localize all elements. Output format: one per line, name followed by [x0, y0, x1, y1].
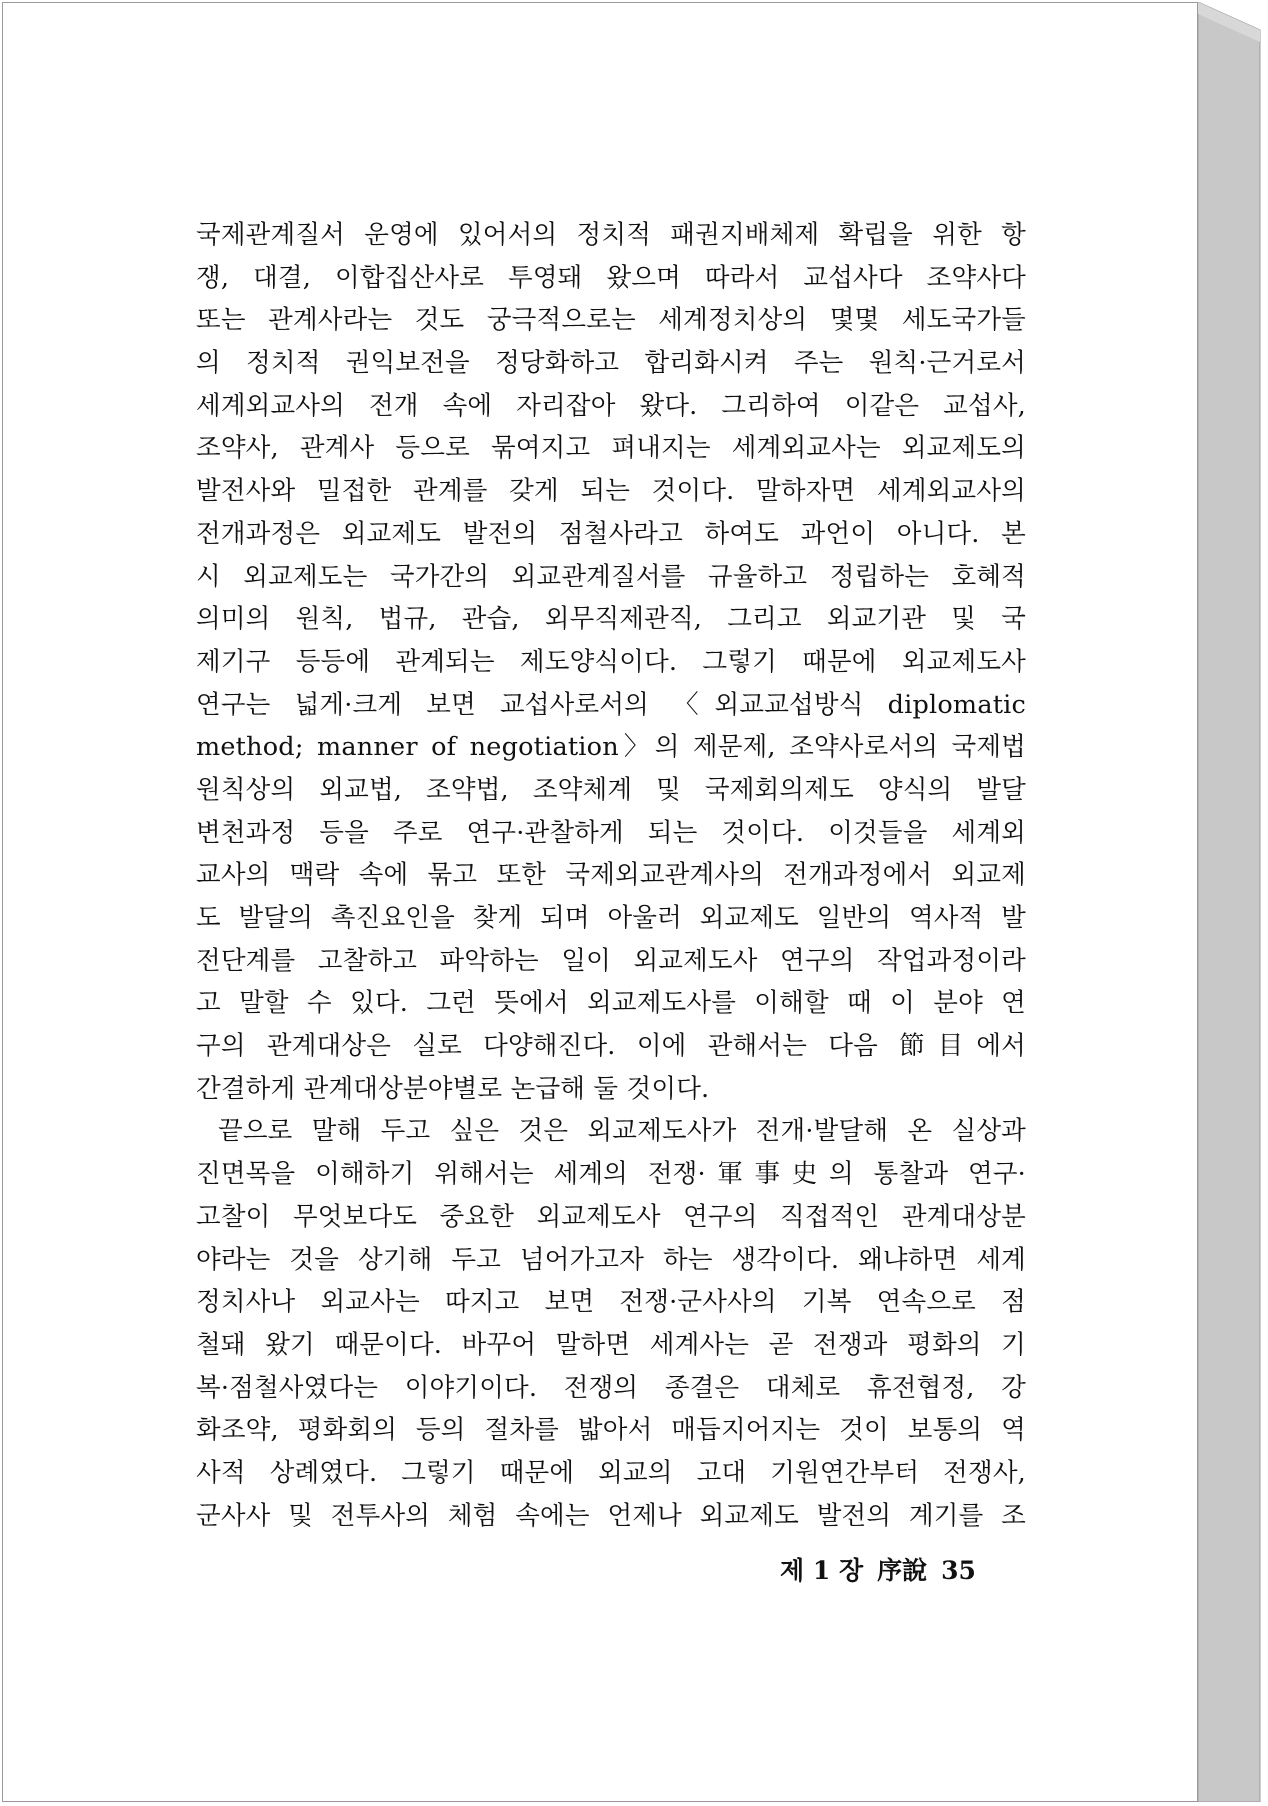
text-line: 고 말할 수 있다. 그런 뜻에서 외교제도사를 이해할 때 이 분야 연 — [196, 988, 1026, 1019]
text-line: 시 외교제도는 국가간의 외교관계질서를 규율하고 정립하는 호혜적 — [196, 561, 1026, 592]
text-line: 끝으로 말해 두고 싶은 것은 외교제도사가 전개·발달해 온 실상과 — [218, 1116, 1026, 1147]
text-line: 변천과정 등을 주로 연구·관찰하게 되는 것이다. 이것들을 세계외 — [196, 817, 1026, 848]
text-line: 전단계를 고찰하고 파악하는 일이 외교제도사 연구의 작업과정이라 — [196, 945, 1026, 976]
text-line: 세계외교사의 전개 속에 자리잡아 왔다. 그리하여 이같은 교섭사, — [196, 390, 1026, 421]
text-line: 고찰이 무엇보다도 중요한 외교제도사 연구의 직접적인 관계대상분 — [196, 1201, 1026, 1232]
text-line: 철돼 왔기 때문이다. 바꾸어 말하면 세계사는 곧 전쟁과 평화의 기 — [196, 1329, 1026, 1360]
text-line: 복·점철사였다는 이야기이다. 전쟁의 종결은 대체로 휴전협정, 강 — [196, 1372, 1026, 1403]
text-line: 조약사, 관계사 등으로 묶여지고 펴내지는 세계외교사는 외교제도의 — [196, 433, 1026, 464]
text-line: 교사의 맥락 속에 묶고 또한 국제외교관계사의 전개과정에서 외교제 — [196, 860, 1026, 891]
text-line: 화조약, 평화회의 등의 절차를 밟아서 매듭지어지는 것이 보통의 역 — [196, 1415, 1026, 1446]
text-line: 사적 상례였다. 그렇기 때문에 외교의 고대 기원연간부터 전쟁사, — [196, 1457, 1026, 1488]
text-line: method; manner of negotiation〉의 제문제, 조약사로서의 국제법 — [196, 732, 1026, 763]
text-line: 야라는 것을 상기해 두고 넘어가고자 하는 생각이다. 왜냐하면 세계 — [196, 1244, 1026, 1275]
text-line: 국제관계질서 운영에 있어서의 정치적 패권지배체제 확립을 위한 항 — [196, 220, 1026, 250]
text-line: 진면목을 이해하기 위해서는 세계의 전쟁·軍事史의 통찰과 연구· — [196, 1159, 1026, 1190]
text-line: 연구는 넓게·크게 보면 교섭사로서의 〈외교교섭방식 diplomatic — [196, 689, 1026, 720]
text-line: 발전사와 밀접한 관계를 갖게 되는 것이다. 말하자면 세계외교사의 — [196, 476, 1026, 507]
text-line: 제기구 등등에 관계되는 제도양식이다. 그렇기 때문에 외교제도사 — [196, 646, 1026, 677]
text-line: 전개과정은 외교제도 발전의 점철사라고 하여도 과언이 아니다. 본 — [196, 518, 1026, 549]
text-line: 의미의 원칙, 법규, 관습, 외무직제관직, 그리고 외교기관 및 국 — [196, 604, 1026, 635]
text-line: 간결하게 관계대상분야별로 논급해 둘 것이다. — [196, 1073, 710, 1104]
text-line: 의 정치적 권익보전을 정당화하고 합리화시켜 주는 원칙·근거로서 — [196, 348, 1026, 379]
text-line: 정치사나 외교사는 따지고 보면 전쟁·군사사의 기복 연속으로 점 — [196, 1287, 1026, 1318]
body-text — [196, 214, 1026, 1537]
chapter-label: 제 1 장 — [780, 1556, 864, 1585]
book-edge-shape — [1198, 2, 1266, 1802]
page-number: 35 — [941, 1556, 976, 1585]
text-line: 도 발달의 촉진요인을 찾게 되며 아울러 외교제도 일반의 역사적 발 — [196, 903, 1026, 933]
text-line: 또는 관계사라는 것도 궁극적으로는 세계정치상의 몇몇 세도국가들 — [196, 305, 1026, 336]
book-edge — [1198, 2, 1266, 1802]
text-line: 쟁, 대결, 이합집산사로 투영돼 왔으며 따라서 교섭사다 조약사다 — [196, 262, 1026, 293]
text-line: 구의 관계대상은 실로 다양해진다. 이에 관해서는 다음 節目에서 — [196, 1031, 1026, 1062]
section-label: 序說 — [877, 1556, 928, 1585]
page-footer — [780, 1551, 1000, 1587]
text-line: 원칙상의 외교법, 조약법, 조약체계 및 국제회의제도 양식의 발달 — [196, 774, 1026, 805]
text-line: 군사사 및 전투사의 체험 속에는 언제나 외교제도 발전의 계기를 조 — [196, 1500, 1026, 1531]
